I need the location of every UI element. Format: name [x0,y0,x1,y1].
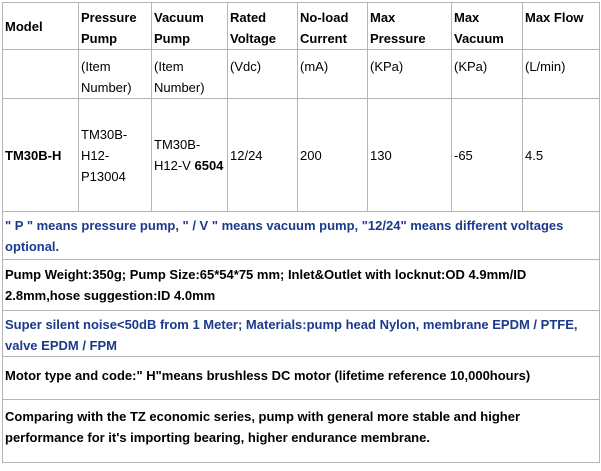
pump-spec-table [2,2,600,463]
units-vacuum-pump: (Item Number) [152,50,228,99]
units-max-vacuum: (KPa) [452,50,523,99]
units-rated-voltage: (Vdc) [228,50,298,99]
weight-row [3,260,600,311]
cell-vacuum-pump-suffix: 6504 [194,158,224,173]
cell-pressure-pump: TM30B-H12-P13004 [79,99,152,212]
header-max-vacuum: Max Vacuum [452,3,523,50]
cell-model: TM30B-H [3,99,79,212]
header-model: Model [3,3,79,50]
legend-row [3,212,600,260]
cell-noload-current: 200 [298,99,368,212]
cell-vacuum-pump-code: TM30B-H12-V [154,137,201,173]
noise-note: Super silent noise<50dB from 1 Meter; Materials:pump head Nylon, membrane EPDM / PTFE, valve EPDM / FPM [3,311,600,357]
units-pressure-pump: (Item Number) [79,50,152,99]
units-max-flow: (L/min) [523,50,600,99]
cell-max-pressure: 130 [368,99,452,212]
table-row [3,99,600,212]
motor-row [3,357,600,400]
header-rated-voltage: Rated Voltage [228,3,298,50]
header-vacuum-pump: Vacuum Pump [152,3,228,50]
legend-note: " P " means pressure pump, " / V " means vacuum pump, "12/24" means different voltages optional. [3,212,600,260]
header-max-flow: Max Flow [523,3,600,50]
units-row [3,50,600,99]
noise-row [3,311,600,357]
cell-max-vacuum: -65 [452,99,523,212]
cell-rated-voltage: 12/24 [228,99,298,212]
header-row [3,3,600,50]
weight-note: Pump Weight:350g; Pump Size:65*54*75 mm; Inlet&Outlet with locknut:OD 4.9mm/ID 2.8mm,hose suggestion:ID 4.0mm [3,260,600,311]
compare-row [3,400,600,463]
motor-note: Motor type and code:" H"means brushless DC motor (lifetime reference 10,000hours) [3,357,600,400]
cell-vacuum-pump [152,99,228,212]
units-noload-current: (mA) [298,50,368,99]
header-pressure-pump: Pressure Pump [79,3,152,50]
cell-max-flow: 4.5 [523,99,600,212]
units-model-empty [3,50,79,99]
units-max-pressure: (KPa) [368,50,452,99]
header-noload-current: No-load Current [298,3,368,50]
compare-note: Comparing with the TZ economic series, pump with general more stable and higher performance for it's importing bearing, higher endurance membrane. [3,400,600,463]
header-max-pressure: Max Pressure [368,3,452,50]
